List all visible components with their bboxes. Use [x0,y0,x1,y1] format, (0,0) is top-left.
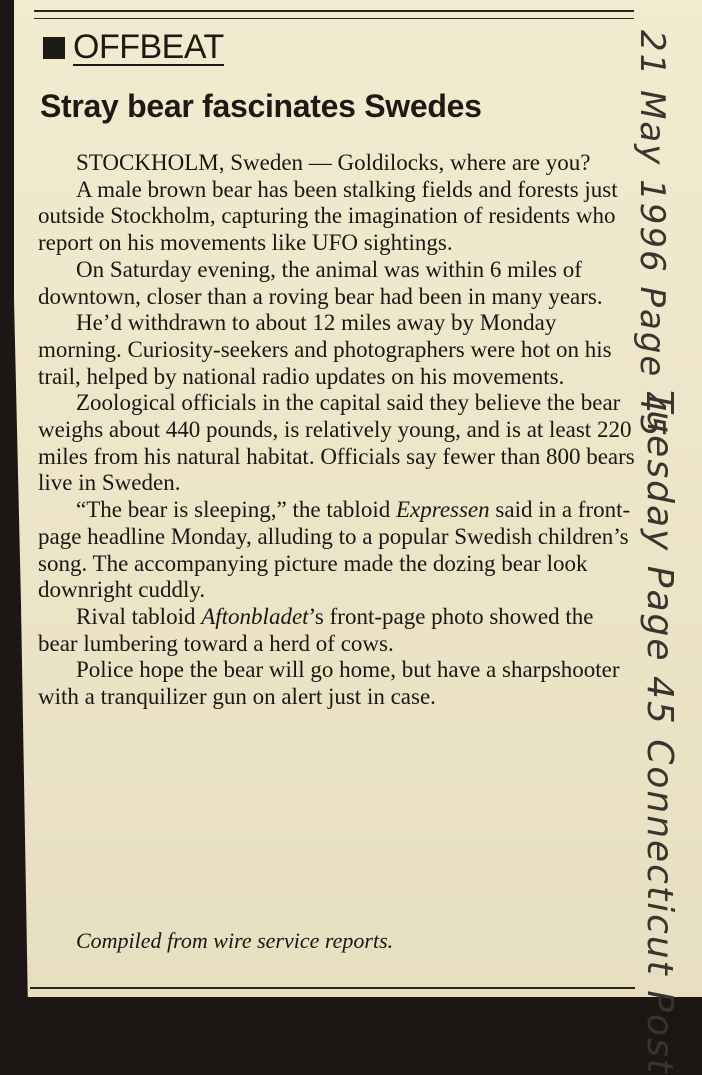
credit-line: Compiled from wire service reports. [76,928,394,953]
text-run: Rival tabloid [76,603,202,629]
square-bullet-icon [43,37,65,59]
text-run: “The bear is sleeping,” the tabloid [76,497,396,523]
paragraph-2: A male brown bear has been stalking fields and forests just outside Stockholm, capturing the imagination of residents who report on his movements like UFO sightings. [38,176,618,256]
paragraph-4: He’d withdrawn to about 12 miles away by Monday morning. Curiosity-seekers and photographers were hot on his trail, helped by national radio updates on his movements. [38,310,612,389]
text-run: ’s front-page photo showed the bear lumbering toward a herd of cows. [38,603,594,656]
paragraph-5: Zoological officials in the capital said they believe the bear weighs about 440 pounds, is relatively young, and is at least 220 miles from his natural habitat. Officials say fewer than 800 bears live in Sweden. [38,390,635,496]
bottom-rule [30,987,635,993]
article-body [38,150,638,711]
publication-name: Expressen [395,497,490,523]
paragraph-7 [38,604,638,657]
text-run: said in a front-page headline Monday, alluding to a popular Swedish children’s song. The accompanying picture made the dozing bear look downright cuddly. [38,497,631,603]
paragraph-3: On Saturday evening, the animal was within 6 miles of downtown, closer than a roving bear had been in many years. [38,256,603,309]
headline: Stray bear fascinates Swedes [40,88,482,124]
paragraph-1: STOCKHOLM, Sweden — Goldilocks, where are you? [76,150,591,175]
publication-name: Aftonbladet [201,603,309,629]
section-kicker [43,30,224,66]
paragraph-8: Police hope the bear will go home, but have a sharpshooter with a tranquilizer gun on alert just in case. [38,657,620,710]
top-rule [34,10,634,19]
kicker-text: OFFBEAT [73,28,224,66]
paragraph-6 [38,497,638,604]
handwritten-source-note: Tuesday Page 45 Connecticut Post [639,390,680,1075]
handwritten-date-note: 21 May 1996 Page 45 [632,30,672,439]
